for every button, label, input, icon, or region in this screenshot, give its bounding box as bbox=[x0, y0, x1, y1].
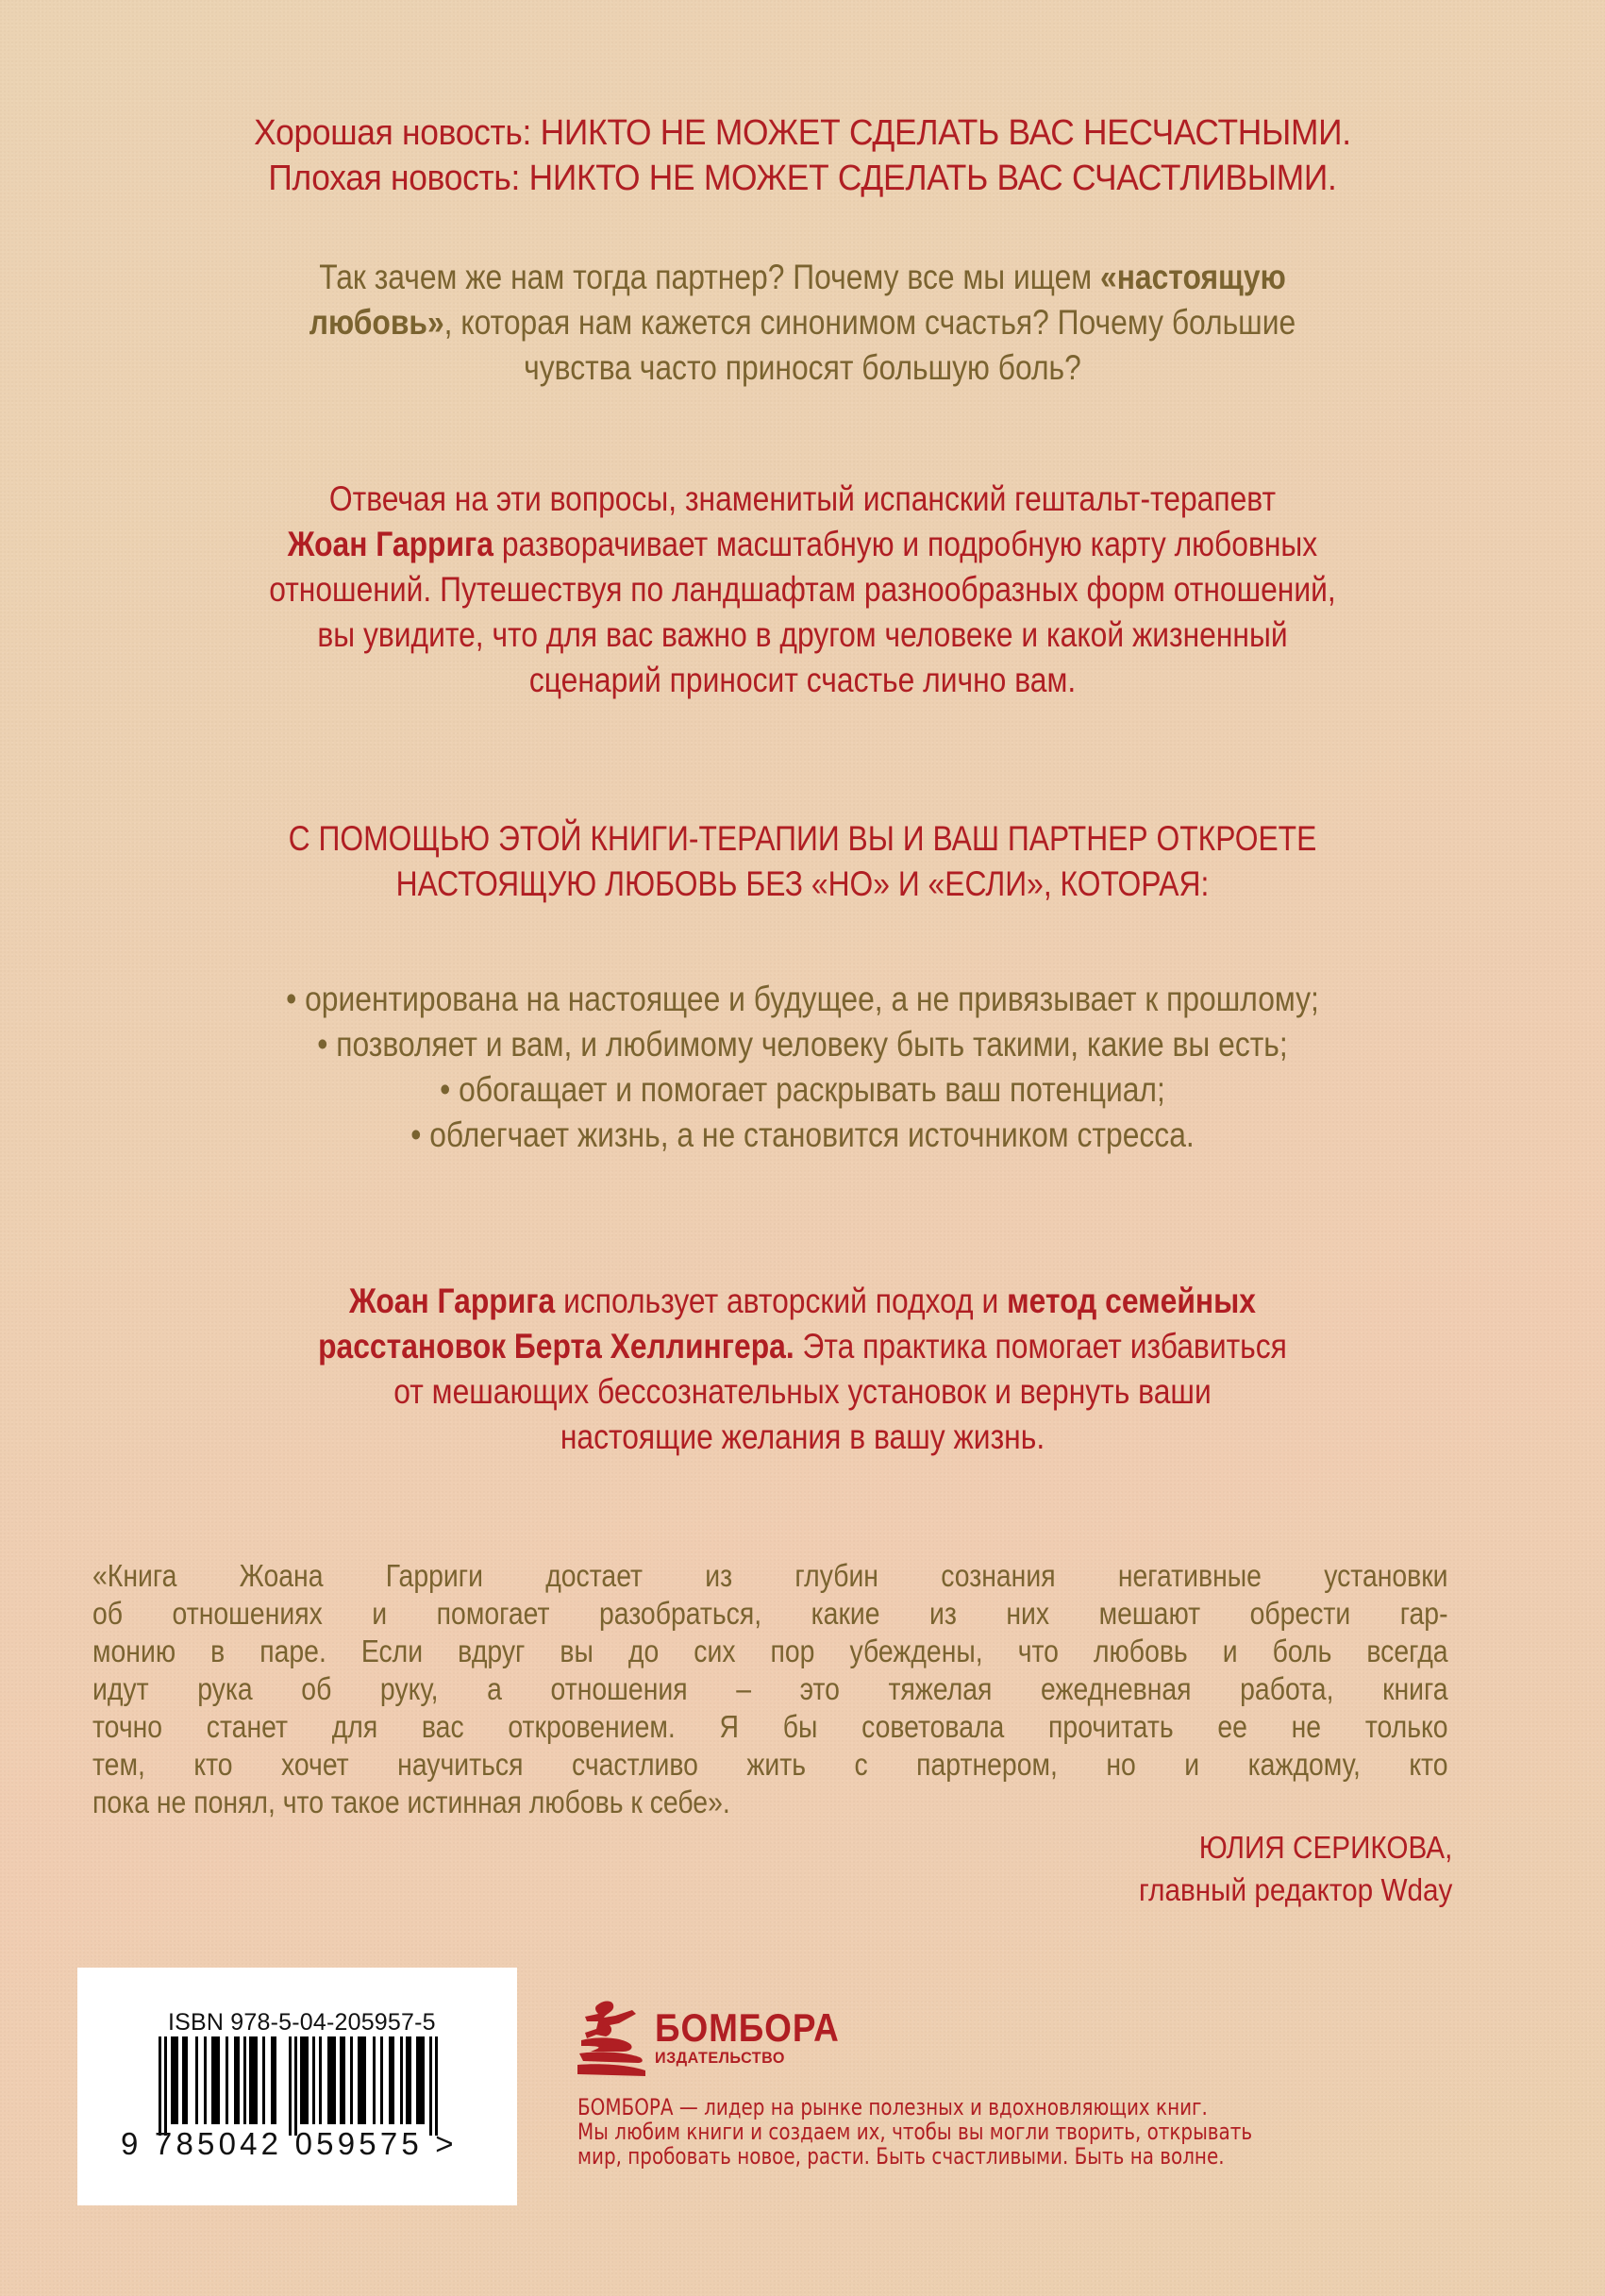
questions-paragraph bbox=[0, 255, 1605, 391]
signature-role: главный редактор Wday bbox=[1138, 1872, 1452, 1907]
quote-signature bbox=[1104, 1826, 1452, 1911]
paragraph-line: настоящие желания в вашу жизнь. bbox=[560, 1417, 1045, 1456]
isbn-label: ISBN 978-5-04-205957-5 bbox=[168, 2009, 436, 2036]
promise-line: С ПОМОЩЬЮ ЭТОЙ КНИГИ-ТЕРАПИИ ВЫ И ВАШ ПАРТНЕР ОТКРОЕТЕ bbox=[288, 819, 1317, 858]
list-item: • облегчает жизнь, а не становится источником стресса. bbox=[410, 1115, 1195, 1154]
promise-line: НАСТОЯЩУЮ ЛЮБОВЬ БЕЗ «НО» И «ЕСЛИ», КОТОРАЯ: bbox=[395, 864, 1210, 903]
paragraph-line: от мешающих бессознательных установок и вернуть ваши bbox=[393, 1372, 1212, 1411]
publisher-subtitle: ИЗДАТЕЛЬСТВО bbox=[655, 2049, 785, 2067]
quote-line: об отношениях и помогает разобраться, какие из них мешают обрести гар- bbox=[92, 1596, 1448, 1631]
paragraph-line: сценарий приносит счастье лично вам. bbox=[528, 661, 1077, 699]
emphasis: любовь» bbox=[309, 303, 444, 342]
list-item: • обогащает и помогает раскрывать ваш потенциал; bbox=[440, 1070, 1165, 1109]
paragraph-line: Так зачем же нам тогда партнер? Почему все мы ищем «настоящую bbox=[319, 258, 1286, 296]
bombora-surfer-icon bbox=[577, 1999, 649, 2076]
quote-line: точно станет для вас откровением. Я бы советовала прочитать ее не только bbox=[92, 1709, 1448, 1744]
paragraph-line: отношений. Путешествуя по ландшафтам разнообразных форм отношений, bbox=[269, 570, 1336, 609]
review-quote bbox=[92, 1557, 1451, 1821]
author-name: Жоан Гаррига bbox=[287, 525, 494, 563]
blurb-line: Мы любим книги и создаем их, чтобы вы могли творить, открывать bbox=[577, 2119, 1253, 2145]
headline bbox=[0, 110, 1605, 201]
quote-line: идут рука об руку, а отношения – это тяжелая ежедневная работа, книга bbox=[92, 1671, 1448, 1706]
headline-line: Плохая новость: НИКТО НЕ МОЖЕТ СДЕЛАТЬ ВАС СЧАСТЛИВЫМИ. bbox=[268, 159, 1337, 198]
headline-line: Хорошая новость: НИКТО НЕ МОЖЕТ СДЕЛАТЬ ВАС НЕСЧАСТНЫМИ. bbox=[254, 113, 1351, 153]
paragraph-line: Отвечая на эти вопросы, знаменитый испанский гештальт-терапевт bbox=[328, 479, 1277, 518]
publisher-name: БОМБОРА bbox=[655, 2005, 840, 2050]
quote-line: тем, кто хочет научиться счастливо жить с партнером, но и каждому, кто bbox=[92, 1747, 1448, 1782]
paragraph-line: расстановок Берта Хеллингера. Эта практика помогает избавиться bbox=[318, 1327, 1287, 1366]
quote-line: пока не понял, что такое истинная любовь к себе». bbox=[92, 1785, 730, 1819]
paragraph-line: Жоан Гаррига разворачивает масштабную и подробную карту любовных bbox=[287, 525, 1318, 563]
quote-line: монию в паре. Если вдруг вы до сих пор убеждены, что любовь и боль всегда bbox=[92, 1634, 1448, 1668]
list-item: • позволяет и вам, и любимому человеку быть такими, какие вы есть; bbox=[317, 1025, 1288, 1064]
publisher-blurb bbox=[577, 2095, 1391, 2169]
paragraph-line: вы увидите, что для вас важно в другом человеке и какой жизненный bbox=[317, 615, 1288, 654]
emphasis: расстановок Берта Хеллингера. bbox=[318, 1327, 794, 1366]
barcode-icon bbox=[159, 2036, 438, 2136]
paragraph-line: чувства часто приносят большую боль? bbox=[524, 348, 1081, 387]
paragraph-line: любовь», которая нам кажется синонимом счастья? Почему большие bbox=[309, 303, 1296, 342]
publisher-logo bbox=[577, 1999, 864, 2076]
list-item: • ориентирована на настоящее и будущее, а не привязывает к прошлому; bbox=[286, 980, 1319, 1018]
promise-heading bbox=[0, 816, 1605, 907]
barcode-digits: 9 785042 059575 > bbox=[121, 2126, 458, 2161]
quote-line: «Книга Жоана Гарриги достает из глубин сознания негативные установки bbox=[92, 1558, 1448, 1593]
method-paragraph bbox=[0, 1279, 1605, 1460]
paragraph-line: Жоан Гаррига использует авторский подход и метод семейных bbox=[349, 1282, 1256, 1320]
emphasis: метод семейных bbox=[1007, 1282, 1256, 1320]
isbn-barcode-box bbox=[77, 1968, 517, 2205]
emphasis: «настоящую bbox=[1099, 258, 1286, 296]
signature-name: ЮЛИЯ СЕРИКОВА, bbox=[1198, 1830, 1452, 1865]
blurb-line: БОМБОРА — лидер на рынке полезных и вдохновляющих книг. bbox=[577, 2094, 1208, 2120]
blurb-line: мир, пробовать новое, расти. Быть счастливыми. Быть на волне. bbox=[577, 2143, 1225, 2170]
author-name: Жоан Гаррига bbox=[349, 1282, 556, 1320]
benefits-list bbox=[0, 977, 1605, 1158]
intro-paragraph bbox=[0, 477, 1605, 703]
